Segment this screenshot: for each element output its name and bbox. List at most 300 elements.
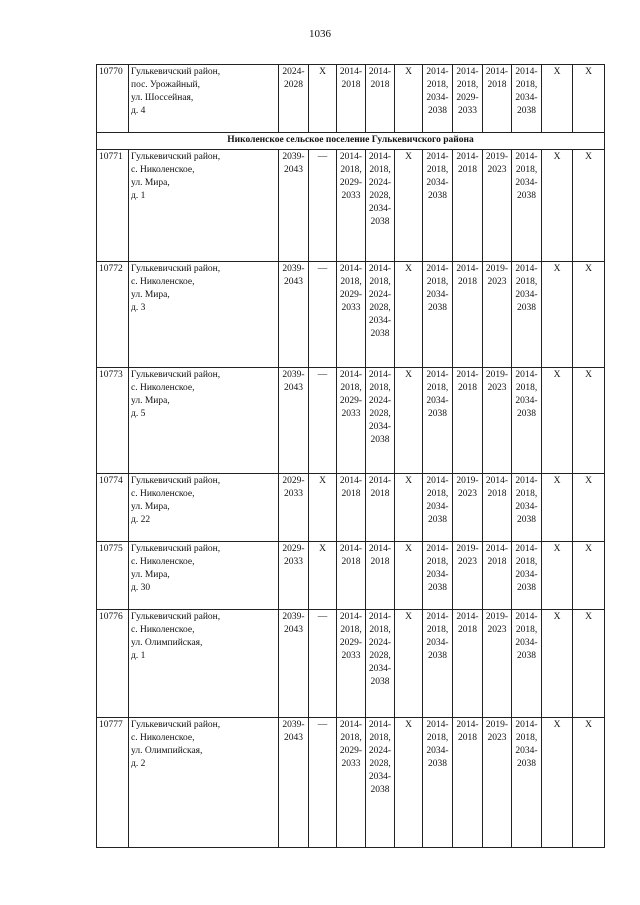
cell-line: 2034- (368, 664, 392, 674)
period-cell-c6 (423, 368, 453, 474)
cell-line: 2018 (458, 383, 477, 393)
cell-line: Х (585, 544, 592, 554)
address-line: Гулькевичский район, (131, 370, 221, 380)
period-cell-c2 (309, 368, 337, 474)
address-line: ул. Мира, (131, 396, 170, 406)
cell-line: — (317, 152, 328, 162)
cell-line: 2028, (369, 303, 391, 313)
cell-line: 2018, (426, 489, 449, 499)
cell-line: 2038 (370, 329, 390, 339)
address-line: ул. Мира, (131, 290, 170, 300)
cell-line: 2014- (426, 264, 449, 274)
cell-line: 2023 (487, 383, 507, 393)
cell-line: 2024- (368, 746, 392, 756)
cell-line: 2034- (515, 178, 538, 188)
cell-line: 2038 (428, 583, 447, 593)
cell-line: 2014- (339, 67, 363, 77)
cell-line: 2028, (369, 651, 391, 661)
period-cell-c10 (542, 150, 573, 262)
address-line: д. 5 (131, 409, 146, 419)
row-number: 10773 (97, 368, 129, 474)
cell-line: 2034- (515, 290, 538, 300)
cell-line: Х (553, 544, 561, 554)
page-number: 1036 (309, 28, 331, 40)
period-cell-c5 (395, 262, 423, 368)
period-cell-c6 (423, 542, 453, 610)
period-cell-c8 (483, 610, 512, 718)
cell-line: 2019- (456, 476, 479, 486)
period-cell-c4 (366, 368, 395, 474)
cell-line: Х (585, 67, 592, 77)
address-cell (129, 368, 279, 474)
cell-line: 2034- (426, 178, 449, 188)
cell-line: 2014- (339, 476, 363, 486)
cell-line: 2023 (458, 489, 477, 499)
period-cell-c11 (573, 65, 605, 133)
cell-line: 2038 (517, 515, 536, 525)
period-cell-c2 (309, 474, 337, 542)
cell-line: 2014- (368, 370, 392, 380)
cell-line: 2014- (426, 370, 449, 380)
cell-line: 2038 (517, 303, 536, 313)
cell-line: 2024- (368, 290, 392, 300)
cell-line: Х (405, 67, 412, 77)
cell-line: 2014- (456, 264, 479, 274)
address-cell (129, 610, 279, 718)
cell-line: 2023 (458, 557, 477, 567)
cell-line: 2018, (340, 383, 362, 393)
cell-line: 2014- (426, 476, 449, 486)
period-cell-c3 (337, 150, 366, 262)
cell-line: 2029- (282, 544, 305, 554)
cell-line: 2034- (368, 316, 392, 326)
cell-line: 2033 (284, 557, 303, 567)
cell-line: 2014- (515, 67, 538, 77)
address-cell (129, 65, 279, 133)
period-cell-c8 (483, 262, 512, 368)
period-cell-c8 (483, 65, 512, 133)
cell-line: Х (405, 720, 412, 730)
cell-line: 2018, (340, 165, 362, 175)
cell-line: 2034- (426, 570, 449, 580)
cell-line: 2038 (370, 677, 390, 687)
cell-line: Х (405, 544, 412, 554)
cell-line: 2018 (458, 165, 477, 175)
cell-line: 2018 (341, 489, 361, 499)
period-cell-c4 (366, 65, 395, 133)
row-number: 10776 (97, 610, 129, 718)
period-cell-c9 (512, 542, 542, 610)
period-cell-c8 (483, 718, 512, 848)
cell-line: 2038 (428, 409, 447, 419)
address-line: с. Николенское, (131, 277, 195, 287)
cell-line: 2039- (282, 612, 305, 622)
cell-line: Х (553, 264, 561, 274)
cell-line: 2043 (284, 165, 303, 175)
cell-line: Х (319, 67, 326, 77)
cell-line: Х (405, 370, 412, 380)
address-line: д. 4 (131, 106, 146, 116)
address-line: Гулькевичский район, (131, 67, 221, 77)
cell-line: 2018, (515, 277, 538, 287)
period-cell-c4 (366, 474, 395, 542)
cell-line: 2014- (456, 152, 479, 162)
cell-line: 2014- (426, 152, 449, 162)
cell-line: 2038 (428, 759, 447, 769)
period-cell-c1 (279, 542, 309, 610)
cell-line: Х (585, 476, 592, 486)
cell-line: 2014- (456, 720, 479, 730)
cell-line: 2039- (282, 370, 305, 380)
cell-line: 2024- (368, 638, 392, 648)
cell-line: Х (405, 152, 412, 162)
cell-line: 2043 (284, 733, 303, 743)
address-line: ул. Мира, (131, 502, 170, 512)
cell-line: Х (585, 152, 592, 162)
period-cell-c5 (395, 368, 423, 474)
cell-line: 2019- (485, 612, 509, 622)
cell-line: 2033 (341, 651, 361, 661)
table-row (97, 474, 605, 542)
address-line: ул. Олимпийская, (131, 638, 203, 648)
period-cell-c11 (573, 474, 605, 542)
period-cell-c1 (279, 368, 309, 474)
cell-line: 2039- (282, 264, 305, 274)
cell-line: 2034- (368, 204, 392, 214)
cell-line: 2018 (341, 557, 361, 567)
period-cell-c3 (337, 65, 366, 133)
cell-line: 2038 (517, 106, 536, 116)
cell-line: 2038 (517, 191, 536, 201)
cell-line: 2043 (284, 383, 303, 393)
cell-line: — (317, 720, 328, 730)
cell-line: 2038 (370, 435, 390, 445)
cell-line: 2018, (340, 733, 362, 743)
cell-line: 2018, (456, 80, 479, 90)
period-cell-c3 (337, 474, 366, 542)
period-cell-c1 (279, 65, 309, 133)
cell-line: 2038 (428, 515, 447, 525)
cell-line: 2018, (369, 165, 391, 175)
cell-line: 2034- (426, 93, 449, 103)
period-cell-c8 (483, 150, 512, 262)
cell-line: 2018, (426, 165, 449, 175)
period-cell-c1 (279, 150, 309, 262)
period-cell-c6 (423, 150, 453, 262)
period-cell-c6 (423, 474, 453, 542)
cell-line: Х (585, 370, 592, 380)
cell-line: Х (585, 720, 592, 730)
registry-table (96, 64, 605, 848)
cell-line: 2034- (515, 396, 538, 406)
cell-line: 2033 (341, 759, 361, 769)
period-cell-c1 (279, 718, 309, 848)
address-line: д. 30 (131, 583, 151, 593)
address-cell (129, 542, 279, 610)
row-number: 10771 (97, 150, 129, 262)
cell-line: 2023 (487, 277, 507, 287)
period-cell-c8 (483, 474, 512, 542)
address-line: Гулькевичский район, (131, 476, 221, 486)
period-cell-c7 (453, 150, 483, 262)
cell-line: 2018, (515, 557, 538, 567)
address-line: с. Николенское, (131, 383, 195, 393)
registry-table-body (97, 65, 605, 848)
period-cell-c4 (366, 718, 395, 848)
cell-line: 2023 (487, 625, 507, 635)
period-cell-c1 (279, 262, 309, 368)
period-cell-c9 (512, 368, 542, 474)
address-line: д. 1 (131, 651, 146, 661)
cell-line: 2018, (426, 557, 449, 567)
cell-line: 2014- (368, 612, 392, 622)
cell-line: 2014- (515, 264, 538, 274)
cell-line: 2029- (282, 476, 305, 486)
cell-line: Х (405, 476, 412, 486)
cell-line: 2014- (456, 67, 479, 77)
row-number: 10777 (97, 718, 129, 848)
period-cell-c2 (309, 65, 337, 133)
cell-line: 2018, (515, 383, 538, 393)
table-row (97, 150, 605, 262)
table-row (97, 542, 605, 610)
cell-line: 2024- (368, 396, 392, 406)
cell-line: 2014- (339, 152, 363, 162)
cell-line: Х (585, 264, 592, 274)
cell-line: 2024- (368, 178, 392, 188)
cell-line: Х (553, 67, 561, 77)
cell-line: 2038 (370, 217, 390, 227)
period-cell-c6 (423, 65, 453, 133)
cell-line: 2014- (368, 720, 392, 730)
cell-line: 2018, (515, 733, 538, 743)
cell-line: Х (553, 720, 561, 730)
period-cell-c10 (542, 542, 573, 610)
period-cell-c9 (512, 65, 542, 133)
cell-line: Х (405, 264, 412, 274)
cell-line: — (317, 264, 328, 274)
cell-line: 2034- (515, 502, 538, 512)
address-cell (129, 150, 279, 262)
cell-line: 2014- (485, 476, 509, 486)
cell-line: 2033 (341, 303, 361, 313)
cell-line: 2018, (426, 625, 449, 635)
address-line: д. 3 (131, 303, 146, 313)
cell-line: 2014- (426, 67, 449, 77)
cell-line: 2034- (515, 570, 538, 580)
cell-line: 2014- (485, 544, 509, 554)
cell-line: 2014- (368, 152, 392, 162)
period-cell-c10 (542, 368, 573, 474)
period-cell-c11 (573, 718, 605, 848)
cell-line: 2033 (341, 409, 361, 419)
address-line: ул. Шоссейная, (131, 93, 194, 103)
period-cell-c11 (573, 262, 605, 368)
cell-line: 2038 (370, 785, 390, 795)
cell-line: 2034- (426, 502, 449, 512)
period-cell-c6 (423, 610, 453, 718)
cell-line: 2019- (485, 152, 509, 162)
cell-line: 2034- (515, 638, 538, 648)
cell-line: 2034- (515, 93, 538, 103)
cell-line: 2038 (428, 303, 447, 313)
cell-line: 2014- (426, 544, 449, 554)
row-number: 10772 (97, 262, 129, 368)
cell-line: Х (319, 544, 326, 554)
cell-line: 2018, (369, 383, 391, 393)
cell-line: 2014- (426, 612, 449, 622)
cell-line: — (317, 612, 328, 622)
cell-line: 2043 (284, 625, 303, 635)
cell-line: 2014- (368, 67, 392, 77)
cell-line: 2014- (456, 612, 479, 622)
cell-line: 2014- (368, 264, 392, 274)
row-number: 10774 (97, 474, 129, 542)
period-cell-c3 (337, 368, 366, 474)
period-cell-c9 (512, 262, 542, 368)
cell-line: Х (405, 612, 412, 622)
cell-line: 2018 (458, 733, 477, 743)
address-line: с. Николенское, (131, 489, 195, 499)
cell-line: Х (585, 612, 592, 622)
period-cell-c3 (337, 262, 366, 368)
cell-line: 2039- (282, 152, 305, 162)
cell-line: 2028 (284, 80, 303, 90)
cell-line: 2018 (370, 557, 390, 567)
cell-line: 2018, (426, 383, 449, 393)
address-line: с. Николенское, (131, 733, 195, 743)
cell-line: 2039- (282, 720, 305, 730)
period-cell-c10 (542, 610, 573, 718)
address-line: д. 1 (131, 191, 146, 201)
period-cell-c10 (542, 474, 573, 542)
period-cell-c7 (453, 368, 483, 474)
cell-line: 2014- (339, 370, 363, 380)
address-line: Гулькевичский район, (131, 612, 221, 622)
cell-line: 2018 (370, 80, 390, 90)
address-line: д. 2 (131, 759, 146, 769)
section-title: Николенское сельское поселение Гулькевичского района (97, 133, 605, 150)
address-cell (129, 474, 279, 542)
cell-line: 2038 (517, 409, 536, 419)
cell-line: 2018, (340, 277, 362, 287)
cell-line: 2029- (456, 93, 479, 103)
period-cell-c2 (309, 542, 337, 610)
cell-line: 2014- (515, 720, 538, 730)
period-cell-c11 (573, 610, 605, 718)
cell-line: 2014- (485, 67, 509, 77)
period-cell-c2 (309, 610, 337, 718)
period-cell-c1 (279, 474, 309, 542)
cell-line: 2014- (339, 544, 363, 554)
address-line: ул. Олимпийская, (131, 746, 203, 756)
cell-line: 2018, (515, 80, 538, 90)
table-row (97, 262, 605, 368)
cell-line: 2038 (517, 759, 536, 769)
cell-line: 2028, (369, 191, 391, 201)
period-cell-c2 (309, 150, 337, 262)
cell-line: 2019- (456, 544, 479, 554)
cell-line: 2043 (284, 277, 303, 287)
cell-line: 2014- (515, 370, 538, 380)
period-cell-c6 (423, 718, 453, 848)
cell-line: 2014- (426, 720, 449, 730)
cell-line: 2014- (339, 264, 363, 274)
cell-line: Х (553, 612, 561, 622)
cell-line: 2033 (284, 489, 303, 499)
period-cell-c3 (337, 718, 366, 848)
period-cell-c5 (395, 474, 423, 542)
period-cell-c4 (366, 150, 395, 262)
period-cell-c5 (395, 150, 423, 262)
period-cell-c9 (512, 610, 542, 718)
address-line: Гулькевичский район, (131, 544, 221, 554)
cell-line: 2028, (369, 409, 391, 419)
cell-line: 2029- (339, 178, 363, 188)
cell-line: 2028, (369, 759, 391, 769)
table-row (97, 65, 605, 133)
cell-line: 2018, (515, 165, 538, 175)
address-line: с. Николенское, (131, 557, 195, 567)
cell-line: 2018, (426, 277, 449, 287)
cell-line: 2038 (428, 106, 447, 116)
cell-line: 2034- (426, 746, 449, 756)
address-cell (129, 262, 279, 368)
cell-line: 2019- (485, 264, 509, 274)
cell-line: 2014- (515, 544, 538, 554)
cell-line: 2018 (487, 489, 507, 499)
period-cell-c9 (512, 474, 542, 542)
address-line: д. 22 (131, 515, 151, 525)
period-cell-c4 (366, 610, 395, 718)
period-cell-c7 (453, 65, 483, 133)
cell-line: 2023 (487, 165, 507, 175)
period-cell-c5 (395, 610, 423, 718)
cell-line: 2029- (339, 746, 363, 756)
cell-line: 2018 (341, 80, 361, 90)
period-cell-c9 (512, 150, 542, 262)
cell-line: 2018 (487, 80, 507, 90)
period-cell-c5 (395, 542, 423, 610)
cell-line: 2018, (515, 625, 538, 635)
period-cell-c9 (512, 718, 542, 848)
cell-line: 2018 (487, 557, 507, 567)
table-row (97, 718, 605, 848)
cell-line: Х (553, 152, 561, 162)
period-cell-c11 (573, 368, 605, 474)
period-cell-c8 (483, 368, 512, 474)
cell-line: 2014- (368, 544, 392, 554)
address-line: Гулькевичский район, (131, 152, 221, 162)
period-cell-c1 (279, 610, 309, 718)
address-cell (129, 718, 279, 848)
cell-line: 2019- (485, 720, 509, 730)
period-cell-c8 (483, 542, 512, 610)
cell-line: 2019- (485, 370, 509, 380)
cell-line: 2018 (458, 625, 477, 635)
period-cell-c7 (453, 262, 483, 368)
period-cell-c7 (453, 610, 483, 718)
cell-line: 2029- (339, 290, 363, 300)
cell-line: 2034- (368, 772, 392, 782)
cell-line: 2014- (368, 476, 392, 486)
cell-line: 2018, (369, 733, 391, 743)
period-cell-c11 (573, 150, 605, 262)
period-cell-c4 (366, 542, 395, 610)
table-row (97, 368, 605, 474)
section-row (97, 133, 605, 150)
period-cell-c7 (453, 474, 483, 542)
